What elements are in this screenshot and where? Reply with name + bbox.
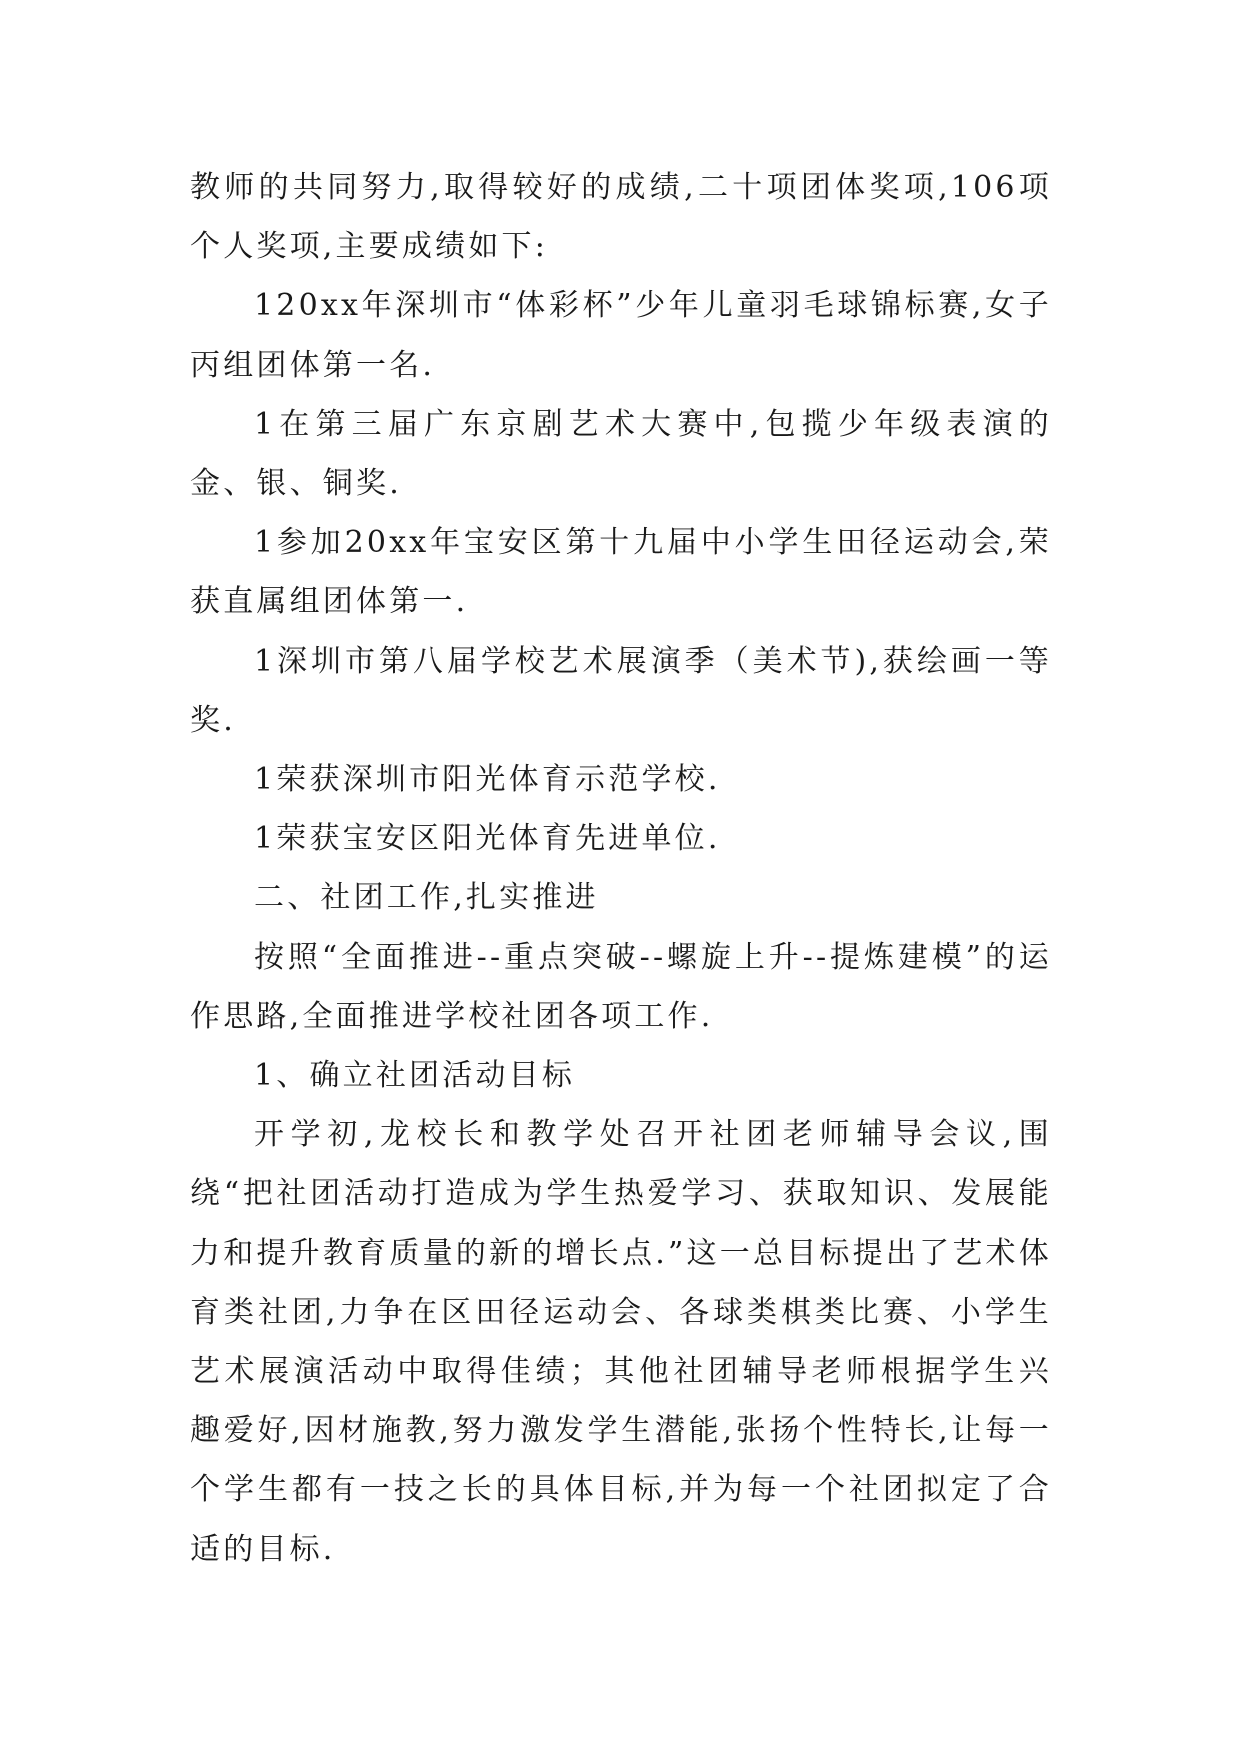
subheading-club-goals: 1、确立社团活动目标: [254, 1058, 576, 1094]
paragraph-club-approach: 按照“全面推进--重点突破--螺旋上升--提炼建模”的运作思路,全面推进学校社团各项工作.: [190, 939, 1052, 1034]
paragraph-club-goals-detail: 开学初,龙校长和教学处召开社团老师辅导会议,围绕“把社团活动打造成为学生热爱学习、获取知识、发展能力和提升教育质量的新的增长点.”这一总目标提出了艺术体育类社团,力争在区田径运动会、各球类棋类比赛、小学生艺术展演活动中取得佳绩；其他社团辅导老师根据学生兴趣爱好,因材施教,努力激发学生潜能,张扬个性特长,让每一个学生都有一技之长的具体目标,并为每一个社团拟定了合适的目标.: [190, 1117, 1052, 1567]
paragraph-art-award: 1深圳市第八届学校艺术展演季（美术节),获绘画一等奖.: [190, 643, 1052, 738]
paragraph-sunshine-model-school: 1荣获深圳市阳光体育示范学校.: [254, 762, 721, 798]
paragraph-results-intro: 教师的共同努力,取得较好的成绩,二十项团体奖项,106项个人奖项,主要成绩如下:: [190, 170, 1052, 265]
paragraph-sunshine-advanced-unit: 1荣获宝安区阳光体育先进单位.: [254, 821, 721, 857]
paragraph-badminton-award: 120xx年深圳市“体彩杯”少年儿童羽毛球锦标赛,女子丙组团体第一名.: [190, 288, 1052, 383]
paragraph-athletics-award: 1参加20xx年宝安区第十九届中小学生田径运动会,荣获直属组团体第一.: [190, 525, 1052, 620]
paragraph-opera-award: 1在第三届广东京剧艺术大赛中,包揽少年级表演的金、银、铜奖.: [190, 406, 1052, 502]
section-heading-club-work: 二、社团工作,扎实推进: [254, 880, 599, 916]
document-body: [190, 158, 1052, 1579]
